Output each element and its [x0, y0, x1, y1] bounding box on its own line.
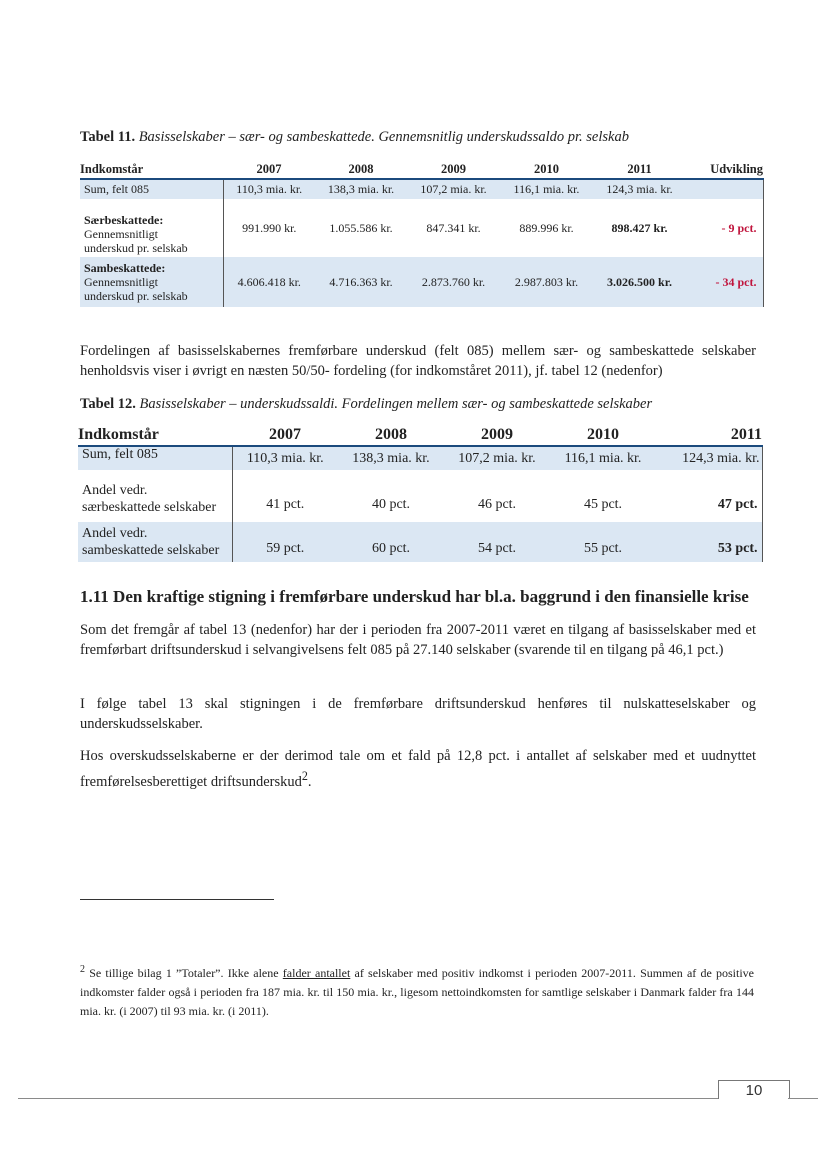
- table-row: [80, 179, 763, 199]
- table-cell: 889.996 kr.: [519, 220, 574, 235]
- row-label-title: Sambeskattede:: [84, 261, 166, 275]
- paragraph-3: I følge tabel 13 skal stigningen i de fremførbare driftsunderskud henføres til nulskatteselskaber og underskudsselskaber.: [80, 696, 756, 732]
- row-label: [78, 470, 232, 522]
- table-cell: 138,3 mia. kr.: [338, 446, 444, 470]
- table-row: [78, 522, 762, 562]
- footer-rule-right: [788, 1098, 818, 1099]
- row-label-line: særbeskattede selskaber: [82, 500, 217, 515]
- table12: [78, 425, 763, 562]
- row-label-line: underskud pr. selskab: [84, 241, 188, 255]
- table-cell: 54 pct.: [444, 522, 550, 562]
- table11: [80, 160, 764, 307]
- change-value: - 34 pct.: [686, 257, 763, 307]
- table-cell: 110,3 mia. kr.: [232, 446, 338, 470]
- table-cell: 3.026.500 kr.: [593, 257, 686, 307]
- table-cell: 991.990 kr.: [242, 220, 297, 235]
- table11-header-cell: 2007: [223, 160, 315, 179]
- table-cell: 107,2 mia. kr.: [444, 446, 550, 470]
- row-label-line: Gennemsnitligt: [84, 227, 158, 241]
- table-cell: 1.055.586 kr.: [329, 220, 393, 235]
- table12-header-cell: Indkomstår: [78, 425, 232, 446]
- table12-header-cell: 2009: [444, 425, 550, 446]
- table11-header-cell: 2008: [315, 160, 407, 179]
- table11-header-cell: Udvikling: [686, 160, 763, 179]
- row-label: [80, 199, 223, 257]
- table-cell: 4.606.418 kr.: [223, 257, 315, 307]
- row-label: [78, 522, 232, 562]
- table11-caption: [80, 128, 629, 146]
- table-cell: 2.873.760 kr.: [407, 257, 500, 307]
- table-row: [78, 470, 762, 522]
- table12-header-row: [78, 425, 762, 446]
- section-heading: 1.11 Den kraftige stigning i fremførbare underskud har bl.a. baggrund i den finansielle krise: [80, 587, 749, 606]
- table12-label: Tabel 12.: [80, 396, 136, 412]
- footnote-divider: [80, 899, 274, 900]
- table12-header-cell: 2008: [338, 425, 444, 446]
- table11-title: Basisselskaber – sær- og sambeskattede. Gennemsnitlig underskudssaldo pr. selskab: [138, 129, 629, 145]
- table-row: [78, 446, 762, 470]
- paragraph-4-end: .: [307, 773, 312, 790]
- footer-rule: [18, 1098, 718, 1099]
- table-cell: 55 pct.: [550, 522, 656, 562]
- table11-header-cell: Indkomstår: [80, 160, 223, 179]
- footnote: [80, 960, 754, 1021]
- footnote-text-end: af selskaber med positiv indkomst i perioden 2007-2011. Summen af de positive indkomster falder også i perioden fra 187 mia. kr. til 150 mia. kr., ligesom nettoindkomsten for samtlige selskaber i Danmark falder fra 144 mia. kr. (i 2007) til 93 mia. kr. (i 2011).: [80, 966, 755, 1018]
- table-cell: 847.341 kr.: [426, 220, 481, 235]
- table-cell: [686, 179, 763, 199]
- table12-header-cell: 2011: [656, 425, 762, 446]
- table-cell: 41 pct.: [266, 497, 305, 512]
- table-cell: 116,1 mia. kr.: [550, 446, 656, 470]
- table-cell: 2.987.803 kr.: [500, 257, 593, 307]
- table-cell: 110,3 mia. kr.: [223, 179, 315, 199]
- table11-header-row: [80, 160, 763, 179]
- row-label-title: Særbeskattede:: [84, 213, 164, 227]
- footnote-number: 2: [80, 964, 85, 975]
- table11-label: Tabel 11.: [80, 129, 136, 145]
- row-label-line: Gennemsnitligt: [84, 275, 158, 289]
- row-label-line: Andel vedr.: [82, 483, 148, 498]
- table-cell: 45 pct.: [583, 497, 623, 512]
- footnote-ref: 2: [301, 769, 308, 783]
- table-cell: 138,3 mia. kr.: [315, 179, 407, 199]
- table-cell: 107,2 mia. kr.: [407, 179, 500, 199]
- table-cell: 116,1 mia. kr.: [500, 179, 593, 199]
- table12-header-cell: 2007: [232, 425, 338, 446]
- table-row: [80, 257, 763, 307]
- row-label: Sum, felt 085: [78, 446, 232, 470]
- page-number: 10: [718, 1080, 790, 1099]
- change-value: - 9 pct.: [686, 199, 763, 257]
- table-cell: 4.716.363 kr.: [315, 257, 407, 307]
- table-cell: 124,3 mia. kr.: [593, 179, 686, 199]
- paragraph-2: Som det fremgår af tabel 13 (nedenfor) har der i perioden fra 2007-2011 været en tilgang af basisselskaber med et fremførbart driftsunderskud i selvangivelsens felt 085 på 27.140 selskaber (svarende til en tilgang på 46,1 pct.): [80, 622, 756, 658]
- table-cell: 59 pct.: [232, 522, 338, 562]
- table-cell: 53 pct.: [656, 522, 762, 562]
- paragraph-1: Fordelingen af basisselskabernes fremførbare underskud (felt 085) mellem sær- og sambeskattede selskaber henholdsvis viser i øvrigt en næsten 50/50- fordeling (for indkomståret 2011), jf. tabel 12 (nedenfor): [80, 343, 756, 379]
- table11-header-cell: 2011: [593, 160, 686, 179]
- table12-title: Basisselskaber – underskudssaldi. Fordelingen mellem sær- og sambeskattede selskaber: [139, 396, 653, 412]
- footnote-text-start: Se tillige bilag 1 ”Totaler”. Ikke alene: [85, 966, 283, 980]
- table-cell: 898.427 kr.: [611, 220, 668, 235]
- table11-header-cell: 2010: [500, 160, 593, 179]
- paragraph-4: [80, 746, 756, 792]
- footnote-underlined: falder antallet: [282, 966, 351, 980]
- table-cell: 46 pct.: [477, 497, 517, 512]
- row-label-line: Andel vedr.: [82, 526, 148, 541]
- table-cell: 124,3 mia. kr.: [656, 446, 762, 470]
- table12-caption: [80, 395, 652, 413]
- row-label-line: underskud pr. selskab: [84, 289, 188, 303]
- table-row: [80, 199, 763, 257]
- table-cell: 47 pct.: [656, 470, 762, 522]
- row-label: Sum, felt 085: [80, 179, 223, 199]
- table-cell: 40 pct.: [371, 497, 411, 512]
- table11-header-cell: 2009: [407, 160, 500, 179]
- table-cell: 60 pct.: [338, 522, 444, 562]
- row-label-line: sambeskattede selskaber: [82, 543, 220, 558]
- paragraph-4-text: Hos overskudsselskaberne er der derimod tale om et fald på 12,8 pct. i antallet af selskaber med et uudnyttet fremførelsesberettiget driftsunderskud: [80, 748, 756, 790]
- table12-header-cell: 2010: [550, 425, 656, 446]
- row-label: [80, 257, 223, 307]
